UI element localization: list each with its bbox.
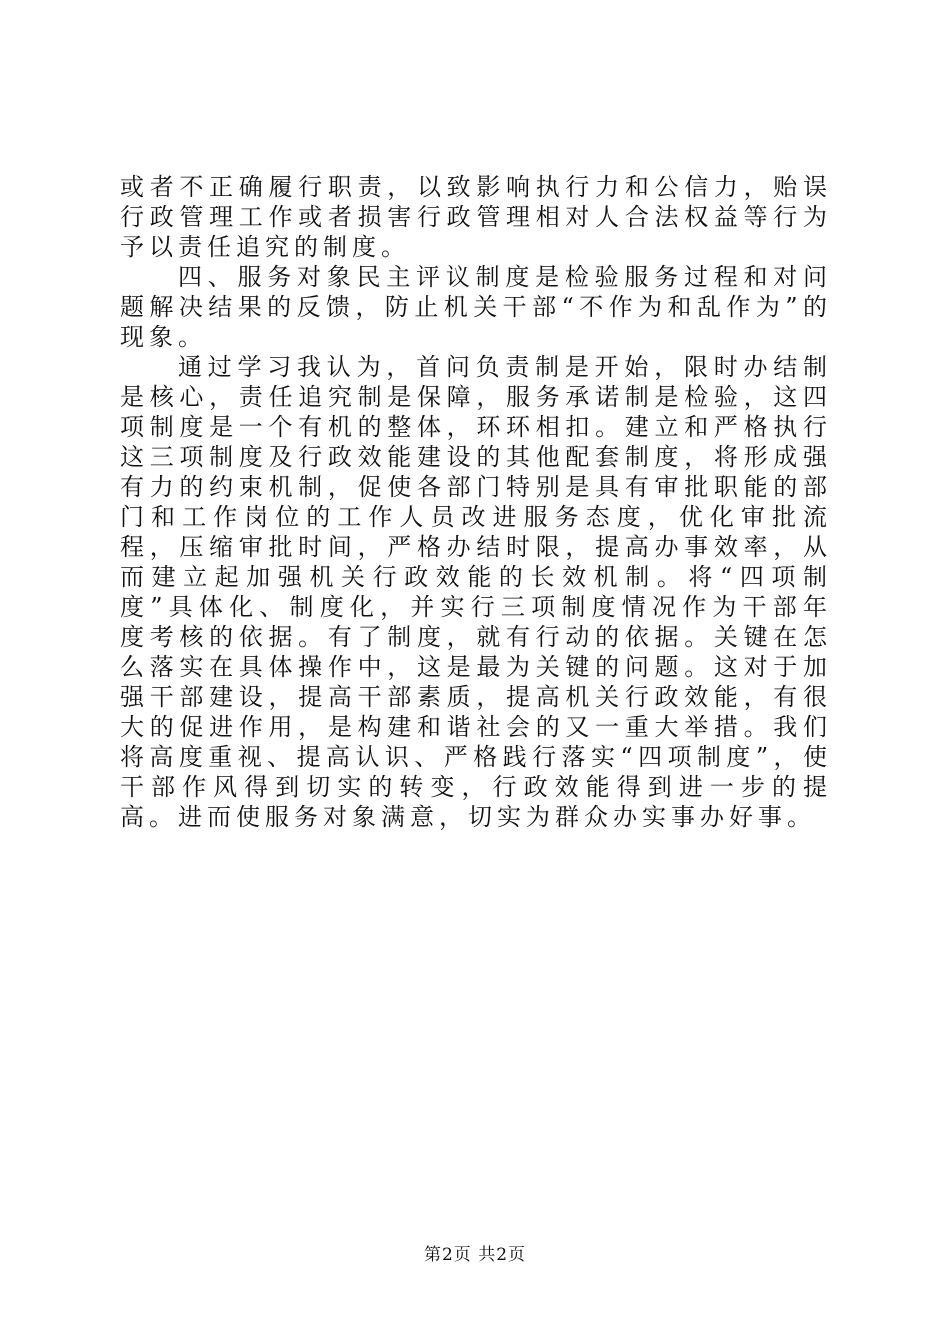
document-body: [120, 172, 832, 832]
paragraph-continuation: 或者不正确履行职责，以致影响执行力和公信力，贻误行政管理工作或者损害行政管理相对人合法权益等行为予以责任追究的制度。: [120, 173, 832, 261]
paragraph-conclusion: 通过学习我认为，首问负责制是开始，限时办结制是核心，责任追究制是保障，服务承诺制是检验，这四项制度是一个有机的整体，环环相扣。建立和严格执行这三项制度及行政效能建设的其他配套制度，将形成强有力的约束机制，促使各部门特别是具有审批职能的部门和工作岗位的工作人员改进服务态度，优化审批流程，压缩审批时间，严格办结时限，提高办事效率，从而建立起加强机关行政效能的长效机制。将“四项制度”具体化、制度化，并实行三项制度情况作为干部年度考核的依据。有了制度，就有行动的依据。关键在怎么落实在具体操作中，这是最为关键的问题。这对于加强干部建设，提高干部素质，提高机关行政效能，有很大的促进作用，是构建和谐社会的又一重大举措。我们将高度重视、提高认识、严格践行落实“四项制度”，使干部作风得到切实的转变，行政效能得到进一步的提高。进而使服务对象满意，切实为群众办实事办好事。: [120, 353, 832, 831]
page-number-footer: 第2页 共2页: [423, 1245, 527, 1265]
paragraph-section-four: 四、服务对象民主评议制度是检验服务过程和对问题解决结果的反馈，防止机关干部“不作为和乱作为”的现象。: [120, 263, 832, 351]
